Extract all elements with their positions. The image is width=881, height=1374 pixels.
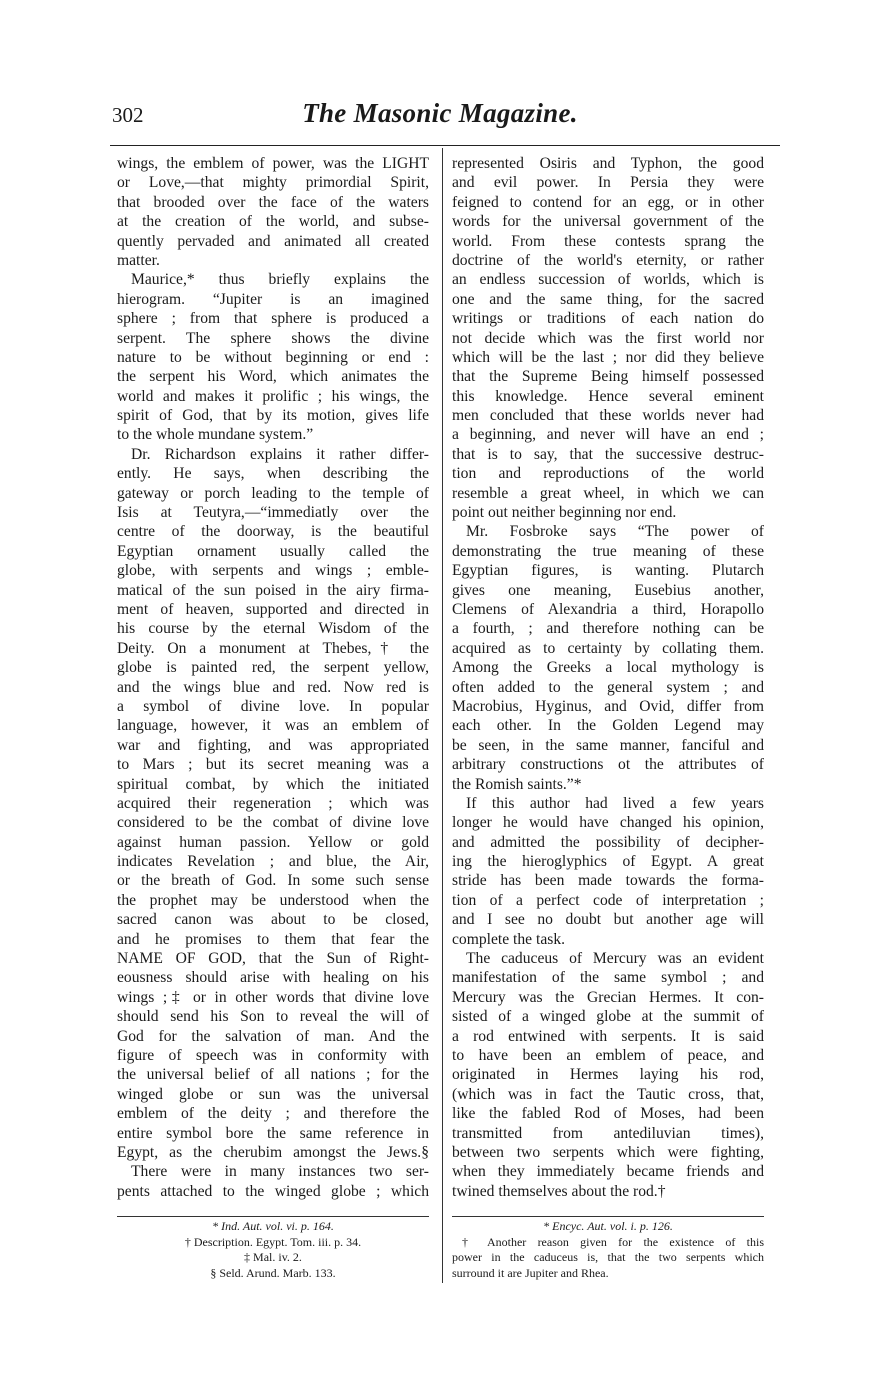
right-footnotes [452, 1219, 764, 1281]
text-line: sacred canon was about to be closed, [117, 911, 429, 929]
text-line: matical of the sun poised in the airy firma- [117, 581, 429, 599]
footnote: † Description. Egypt. Tom. iii. p. 34. [184, 1234, 362, 1249]
text-line: to have been an emblem of peace, and [452, 1046, 764, 1064]
footnote: surround it are Jupiter and Rhea. [452, 1265, 609, 1280]
text-line: or Love,—that mighty primordial Spirit, [117, 174, 429, 192]
text-line: at the creation of the world, and subse- [117, 213, 429, 231]
text-line: the prophet may be understood when the [117, 891, 429, 909]
text-line: entire symbol bore the same reference in [117, 1124, 429, 1142]
text-line: world. From these contests sprang the [452, 232, 764, 250]
text-line: pents attached to the winged globe ; which [117, 1182, 429, 1200]
text-line: and the wings blue and red. Now red is [117, 678, 429, 696]
left-footnote-rule [117, 1216, 429, 1217]
text-line: wings, the emblem of power, was the LIGHT [117, 155, 429, 172]
text-line: ently. He says, when describing the [117, 465, 429, 483]
text-line: an endless succession of worlds, which is [452, 271, 764, 289]
text-line: hierogram. “Jupiter is an imagined [117, 290, 429, 308]
footnote: § Seld. Arund. Marb. 133. [210, 1265, 336, 1280]
text-line: Dr. Richardson explains it rather differ- [131, 445, 429, 463]
text-line: Mr. Fosbroke says “The power of [466, 523, 764, 541]
text-line: the universal belief of all nations ; for the [117, 1066, 429, 1084]
text-line: matter. [117, 251, 160, 269]
text-line: to Mars ; but its secret meaning was a [117, 756, 429, 774]
text-line: one and the same thing, for the sacred [452, 290, 764, 308]
text-line: that is to say, that the successive destruc- [452, 445, 764, 463]
text-line: which will be the last ; nor did they believe [452, 348, 764, 366]
left-column [117, 154, 429, 1201]
text-line: serpent. The sphere shows the divine [117, 329, 429, 347]
footnote: * Ind. Aut. vol. vi. p. 164. [212, 1219, 334, 1233]
text-line: a fourth, ; and therefore nothing can be [452, 620, 764, 638]
text-line: stride has been made towards the forma- [452, 872, 764, 890]
text-line: against human passion. Yellow or gold [117, 833, 429, 851]
page-number: 302 [112, 103, 144, 127]
text-line: war and fighting, and was appropriated [117, 736, 429, 754]
text-line: be seen, in the same manner, fanciful and [452, 736, 764, 754]
text-line: sphere ; from that sphere is produced a [117, 310, 429, 328]
text-line: Deity. On a monument at Thebes,† the [117, 639, 429, 657]
text-line: Among the Greeks a local mythology is [452, 659, 764, 677]
text-line: NAME OF GOD, that the Sun of Right- [117, 950, 429, 968]
text-line: that the Supreme Being himself possessed [452, 368, 764, 386]
text-line: longer he would have changed his opinion, [452, 814, 764, 832]
text-line: point out neither beginning nor end. [452, 504, 677, 522]
text-line: winged globe or sun was the universal [117, 1085, 429, 1103]
text-line: spiritual combat, by which the initiated [117, 775, 429, 793]
text-line: the serpent his Word, which animates the [117, 368, 429, 386]
text-line: twined themselves about the rod.† [452, 1182, 666, 1200]
text-line: Maurice,* thus briefly explains the [131, 271, 429, 289]
text-line: Egypt, as the cherubim amongst the Jews.§ [117, 1143, 429, 1161]
header-rule [110, 145, 780, 146]
text-line: If this author had lived a few years [466, 794, 764, 812]
text-line: originated in Hermes laying his rod, [452, 1066, 764, 1084]
text-line: sisted of a winged globe at the summit of [452, 1008, 764, 1026]
footnote: power in the caduceus is, that the two serpents which [452, 1250, 764, 1264]
text-line: acquired their regeneration ; which was [117, 794, 429, 812]
text-line: often added to the general system ; and [452, 678, 764, 696]
text-line: nature to be without beginning or end : [117, 348, 429, 366]
text-line: globe, with serpents and wings ; emble- [117, 562, 429, 580]
text-line: manifestation of the same symbol ; and [452, 969, 764, 987]
left-footnotes [117, 1219, 429, 1281]
text-line: a rod entwined with serpents. It is said [452, 1027, 764, 1045]
text-line: a symbol of divine love. In popular [117, 697, 429, 715]
text-line: language, however, it was an emblem of [117, 717, 429, 735]
text-line: quently pervaded and animated all created [117, 232, 429, 250]
footnote: † Another reason given for the existence of this [462, 1234, 764, 1249]
text-line: between two serpents which were fighting, [452, 1143, 764, 1161]
text-line: ment of heaven, supported and directed in [117, 600, 429, 618]
footnote: * Encyc. Aut. vol. i. p. 126. [543, 1219, 673, 1233]
text-line: indicates Revelation ; and blue, the Air, [117, 853, 429, 871]
text-line: and I see no doubt but another age will [452, 911, 764, 929]
text-line: the Romish saints.”* [452, 775, 582, 793]
text-line: each other. In the Golden Legend may [452, 717, 764, 735]
text-line: globe is painted red, the serpent yellow, [117, 659, 429, 677]
text-line: this knowledge. Hence several eminent [452, 387, 764, 405]
text-line: world and makes it prolific ; his wings, the [117, 387, 429, 405]
text-line: a beginning, and never will have an end ; [452, 426, 764, 444]
text-line: spirit of God, that by its motion, gives life [117, 407, 429, 425]
text-line: or the breath of God. In some such sense [117, 872, 429, 890]
text-line: figure of speech was in conformity with [117, 1046, 429, 1064]
text-line: and evil power. In Persia they were [452, 174, 764, 192]
text-line: gives one meaning, Eusebius another, [452, 581, 764, 599]
text-line: Egyptian ornament usually called the [117, 542, 429, 560]
text-line: centre of the doorway, is the beautiful [117, 523, 429, 541]
text-line: Egyptian figures, is wanting. Plutarch [452, 562, 764, 580]
text-line: not decide which was the first world nor [452, 329, 764, 347]
text-line: There were in many instances two ser- [131, 1163, 429, 1181]
text-line: tion of a perfect code of interpretation ; [452, 891, 764, 909]
text-line: considered to be the combat of divine love [117, 814, 429, 832]
text-line: complete the task. [452, 930, 566, 948]
text-line: The caduceus of Mercury was an evident [466, 950, 764, 968]
text-line: represented Osiris and Typhon, the good [452, 155, 764, 172]
text-line: words for the universal government of the [452, 213, 764, 231]
text-line: that brooded over the face of the waters [117, 193, 429, 211]
text-line: like the fabled Rod of Moses, had been [452, 1105, 764, 1123]
right-column [452, 154, 764, 1201]
text-line: tion and reproductions of the world [452, 465, 764, 483]
right-footnote-rule [452, 1216, 764, 1217]
footnote: ‡ Mal. iv. 2. [244, 1250, 302, 1264]
text-line: doctrine of the world's eternity, or rather [452, 251, 764, 269]
column-divider [442, 148, 443, 1283]
text-line: demonstrating the true meaning of these [452, 542, 764, 560]
text-line: ing the hieroglyphics of Egypt. A great [452, 853, 764, 871]
magazine-title: The Masonic Magazine. [302, 98, 578, 128]
text-line: his course by the eternal Wisdom of the [117, 620, 429, 638]
text-line: men concluded that these worlds never had [452, 407, 764, 425]
text-line: feigned to contend for an egg, or in other [452, 193, 764, 211]
text-line: and admitted the possibility of decipher- [452, 833, 764, 851]
text-line: writings or traditions of each nation do [452, 310, 764, 328]
text-line: transmitted from antediluvian times), [452, 1124, 764, 1142]
text-line: acquired as to certainty by collating them. [452, 639, 764, 657]
text-line: resemble a great wheel, in which we can [452, 484, 764, 502]
text-line: Macrobius, Hyginus, and Ovid, differ from [452, 697, 764, 715]
text-line: Clemens of Alexandria a third, Horapollo [452, 600, 764, 618]
text-line: to the whole mundane system.” [117, 426, 314, 444]
text-line: (which was in fact the Tautic cross, that, [452, 1085, 764, 1103]
text-line: eousness should arise with healing on his [117, 969, 429, 987]
text-line: when they immediately became friends and [452, 1163, 764, 1181]
text-line: God for the salvation of man. And the [117, 1027, 429, 1045]
text-line: and he promises to them that fear the [117, 930, 429, 948]
text-line: Mercury was the Grecian Hermes. It con- [452, 988, 764, 1006]
text-line: should send his Son to reveal the will of [117, 1008, 429, 1026]
text-line: wings ;‡ or in other words that divine love [117, 988, 429, 1006]
text-line: Isis at Teutyra,—“immediatly over the [117, 504, 429, 522]
text-line: arbitrary constructions ot the attributes of [452, 756, 764, 774]
text-line: emblem of the deity ; and therefore the [117, 1105, 429, 1123]
text-line: gateway or porch leading to the temple of [117, 484, 429, 502]
